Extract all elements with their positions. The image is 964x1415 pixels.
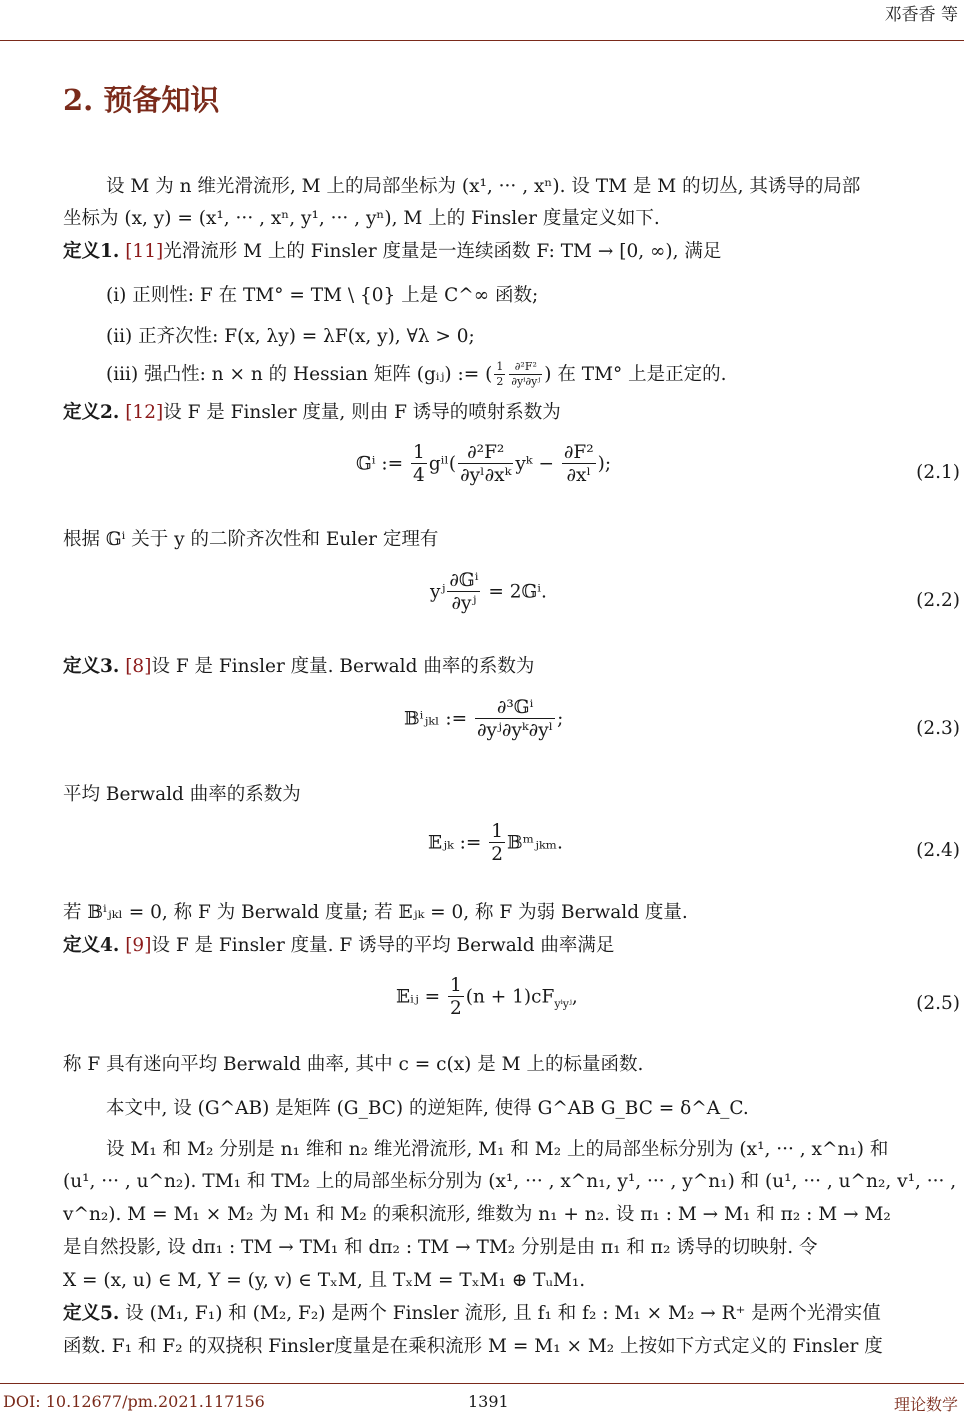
fraction-numerator: ∂F² — [563, 442, 594, 463]
equation-2-2 — [430, 570, 547, 615]
fraction-denominator: 2 — [449, 998, 462, 1020]
equation-2-5 — [396, 975, 578, 1020]
fraction-denominator: 4 — [413, 465, 425, 487]
footer-rule — [0, 1383, 964, 1384]
fraction-numerator: 1 — [449, 975, 462, 996]
eq-rhs: = 2𝔾ⁱ. — [482, 581, 547, 603]
half-fraction — [489, 821, 505, 866]
fraction-numerator: ∂²F² — [458, 442, 513, 464]
definition-4 — [63, 931, 614, 957]
quarter-fraction — [411, 442, 427, 487]
product-para-line4: 是自然投影, 设 dπ₁ : TM → TM₁ 和 dπ₂ : TM → TM₂ 分别是由 π₁ 和 π₂ 诱导的切映射. 令 — [63, 1237, 818, 1258]
definition-3 — [63, 652, 534, 678]
running-header-author: 邓香香 等 — [884, 5, 958, 25]
eq-prefix: yʲ — [430, 581, 446, 603]
mean-berwald-text: 平均 Berwald 曲率的系数为 — [63, 784, 301, 805]
first-derivative-fraction — [562, 442, 596, 487]
definition-text: 设 (M₁, F₁) 和 (M₂, F₂) 是两个 Finsler 流形, 且 f₁ 和 f₂ : M₁ × M₂ → R⁺ 是两个光滑实值 — [125, 1303, 881, 1324]
equation-number: (2.3) — [916, 718, 960, 739]
equation-number: (2.4) — [916, 840, 960, 861]
eq-lhs: 𝔾ⁱ := — [356, 453, 410, 475]
hessian-fraction — [509, 361, 542, 388]
product-para-line1: 设 M₁ 和 M₂ 分别是 n₁ 维和 n₂ 维光滑流形, M₁ 和 M₂ 上的局部坐标分别为 (x¹, ··· , x^n₁) 和 — [106, 1139, 889, 1160]
section-title: 2. 预备知识 — [63, 83, 220, 117]
definition-label: 定义3. — [63, 656, 120, 677]
fraction-denominator: ∂yⁱ∂yʲ — [511, 374, 541, 388]
eq-end: ; — [557, 708, 564, 730]
fraction-numerator: ∂³𝔾ⁱ — [475, 697, 555, 719]
para1-line1: 设 M 为 n 维光滑流形, M 上的局部坐标为 (x¹, ··· , xⁿ). 设 TM 是 M 的切丛, 其诱导的局部 — [106, 176, 861, 197]
item-iii-text-a: (iii) 强凸性: n × n 的 Hessian 矩阵 (gᵢⱼ) := ( — [106, 364, 493, 385]
fraction-denominator: ∂xˡ — [566, 465, 591, 487]
def1-item-iii — [106, 360, 727, 389]
definition-2 — [63, 398, 561, 424]
equation-number: (2.1) — [916, 462, 960, 483]
inverse-matrix-text: 本文中, 设 (G^AB) 是矩阵 (G_BC) 的逆矩阵, 使得 G^AB G_BC = δ^A_C. — [106, 1098, 749, 1119]
definition-5 — [63, 1299, 881, 1325]
eq-lhs: 𝔼ⱼₖ := — [428, 832, 488, 854]
equation-2-3 — [404, 697, 563, 742]
fraction-numerator: 1 — [496, 360, 504, 374]
second-derivative-fraction — [458, 442, 513, 487]
eq-metric: gⁱˡ( — [428, 453, 457, 475]
eq-middle: yᵏ − — [515, 453, 560, 475]
fraction-denominator: ∂yˡ∂xᵏ — [460, 465, 512, 487]
fraction-numerator: 1 — [491, 821, 504, 842]
equation-number: (2.2) — [916, 590, 960, 611]
fraction-numerator: ∂²F² — [509, 361, 542, 375]
definition-text: 光滑流形 M 上的 Finsler 度量是一连续函数 F: TM → [0, ∞), 满足 — [163, 241, 722, 262]
berwald-condition-text: 若 𝔹ⁱⱼₖₗ = 0, 称 F 为 Berwald 度量; 若 𝔼ⱼₖ = 0, 称 F 为弱 Berwald 度量. — [63, 902, 688, 923]
def1-item-i: (i) 正则性: F 在 TM° = TM \ {0} 上是 C^∞ 函数; — [106, 285, 539, 306]
equation-2-1 — [356, 442, 611, 487]
eq-lhs: 𝔼ᵢⱼ = — [396, 986, 446, 1008]
journal-name: 理论数学 — [893, 1395, 958, 1414]
half-fraction — [494, 361, 505, 388]
item-iii-text-b: ) 在 TM° 上是正定的. — [544, 364, 727, 385]
header-rule — [0, 40, 964, 41]
fraction-denominator: 2 — [496, 374, 504, 388]
equation-number: (2.5) — [916, 993, 960, 1014]
page-number: 1391 — [468, 1392, 509, 1411]
eq-rhs: (n + 1)cF — [465, 986, 555, 1008]
definition-label: 定义4. — [63, 935, 120, 956]
fraction-denominator: ∂yʲ∂yᵏ∂yˡ — [476, 720, 554, 742]
fraction-numerator: ∂𝔾ⁱ — [449, 570, 479, 591]
euler-fraction — [447, 570, 480, 615]
product-para-line3: v^n₂). M = M₁ × M₂ 为 M₁ 和 M₂ 的乘积流形, 维数为 n₁ + n₂. 设 π₁ : M → M₁ 和 π₂ : M → M₂ — [63, 1204, 891, 1225]
fraction-denominator: 2 — [491, 844, 504, 866]
doi-link[interactable]: DOI: 10.12677/pm.2021.117156 — [3, 1392, 265, 1411]
definition-text: 设 F 是 Finsler 度量. Berwald 曲率的系数为 — [151, 656, 535, 677]
euler-text: 根据 𝔾ⁱ 关于 y 的二阶齐次性和 Euler 定理有 — [63, 529, 439, 550]
definition-label: 定义5. — [63, 1303, 120, 1324]
eq-lhs: 𝔹ⁱⱼₖₗ := — [404, 708, 473, 730]
definition-text: 设 F 是 Finsler 度量, 则由 F 诱导的喷射系数为 — [163, 402, 561, 423]
citation-link[interactable]: [11] — [125, 241, 164, 262]
fraction-denominator: ∂yʲ — [451, 593, 477, 615]
berwald-fraction — [475, 697, 555, 742]
isotropic-text: 称 F 具有迷向平均 Berwald 曲率, 其中 c = c(x) 是 M 上的标量函数. — [63, 1054, 644, 1075]
product-para-line2: (u¹, ··· , u^n₂). TM₁ 和 TM₂ 上的局部坐标分别为 (x¹, ··· , x^n₁, y¹, ··· , y^n₁) 和 (u¹, ··· , u^n₂, v¹, ··· , — [63, 1171, 957, 1192]
citation-link[interactable]: [9] — [125, 935, 152, 956]
eq-end: , — [571, 986, 578, 1008]
eq-end: ); — [597, 453, 612, 475]
definition-label: 定义1. — [63, 241, 120, 262]
citation-link[interactable]: [12] — [125, 402, 164, 423]
definition-5-line2: 函数. F₁ 和 F₂ 的双挠积 Finsler度量是在乘积流形 M = M₁ × M₂ 上按如下方式定义的 Finsler 度 — [63, 1336, 883, 1357]
para1-line2: 坐标为 (x, y) = (x¹, ··· , xⁿ, y¹, ··· , yⁿ), M 上的 Finsler 度量定义如下. — [63, 208, 660, 229]
equation-2-4 — [428, 821, 563, 866]
def1-item-ii: (ii) 正齐次性: F(x, λy) = λF(x, y), ∀λ > 0; — [106, 326, 475, 347]
definition-text: 设 F 是 Finsler 度量. F 诱导的平均 Berwald 曲率满足 — [151, 935, 615, 956]
product-para-line5: X = (x, u) ∈ M, Y = (y, v) ∈ TₓM, 且 TₓM = TₓM₁ ⊕ TᵤM₁. — [63, 1270, 586, 1291]
eq-subscript: yⁱyʲ — [554, 997, 572, 1011]
half-fraction — [448, 975, 464, 1020]
definition-1 — [63, 237, 721, 263]
definition-label: 定义2. — [63, 402, 120, 423]
fraction-numerator: 1 — [413, 442, 425, 463]
eq-rhs: 𝔹ᵐⱼₖₘ. — [507, 832, 563, 854]
citation-link[interactable]: [8] — [125, 656, 152, 677]
